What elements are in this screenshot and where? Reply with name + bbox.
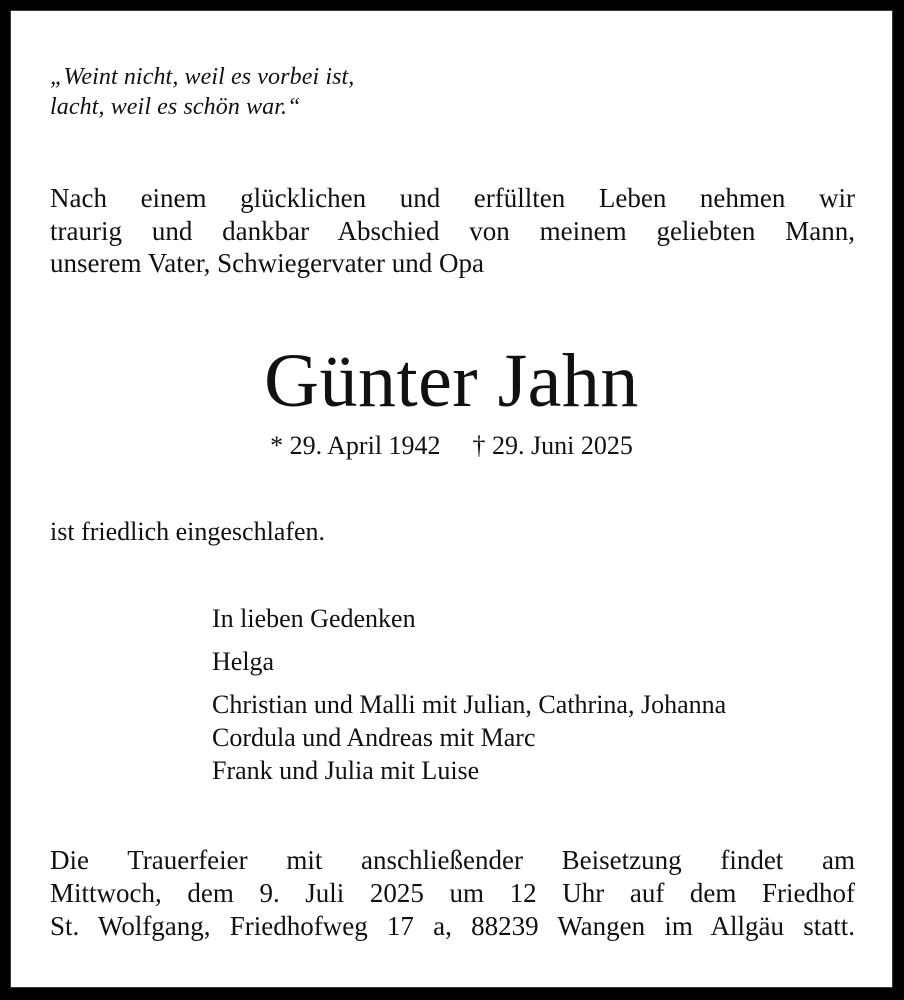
family-line: Cordula und Andreas mit Marc	[212, 723, 536, 752]
ceremony-line: Mittwoch, dem 9. Juli 2025 um 12 Uhr auf dem Friedhof	[50, 878, 855, 908]
deceased-name: Günter Jahn	[264, 339, 639, 423]
intro-paragraph	[50, 182, 855, 280]
death-date: † 29. Juni 2025	[472, 431, 633, 460]
intro-line: unserem Vater, Schwiegervater und Opa	[50, 248, 485, 278]
birth-date: * 29. April 1942	[270, 431, 441, 460]
intro-line: Nach einem glücklichen und erfüllten Leben nehmen wir	[50, 183, 855, 213]
obituary-card	[10, 10, 893, 988]
quote-line: „Weint nicht, weil es vorbei ist,	[50, 64, 355, 90]
ceremony-line: Die Trauerfeier mit anschließender Beisetzung findet am	[50, 845, 855, 875]
mourners-list	[212, 602, 726, 797]
ceremony-line: St. Wolfgang, Friedhofweg 17 a, 88239 Wangen im Allgäu statt.	[50, 911, 855, 941]
memorial-quote	[50, 62, 354, 122]
spouse-name: Helga	[212, 647, 275, 676]
family-line: Christian und Malli mit Julian, Cathrina, Johanna	[212, 690, 727, 719]
life-dates	[10, 430, 893, 462]
passing-statement: ist friedlich eingeschlafen.	[50, 517, 326, 546]
funeral-details	[50, 844, 855, 943]
intro-line: traurig und dankbar Abschied von meinem geliebten Mann,	[50, 215, 855, 246]
mourners-heading: In lieben Gedenken	[212, 604, 416, 633]
family-line: Frank und Julia mit Luise	[212, 756, 480, 785]
quote-line: lacht, weil es schön war.“	[50, 94, 301, 120]
